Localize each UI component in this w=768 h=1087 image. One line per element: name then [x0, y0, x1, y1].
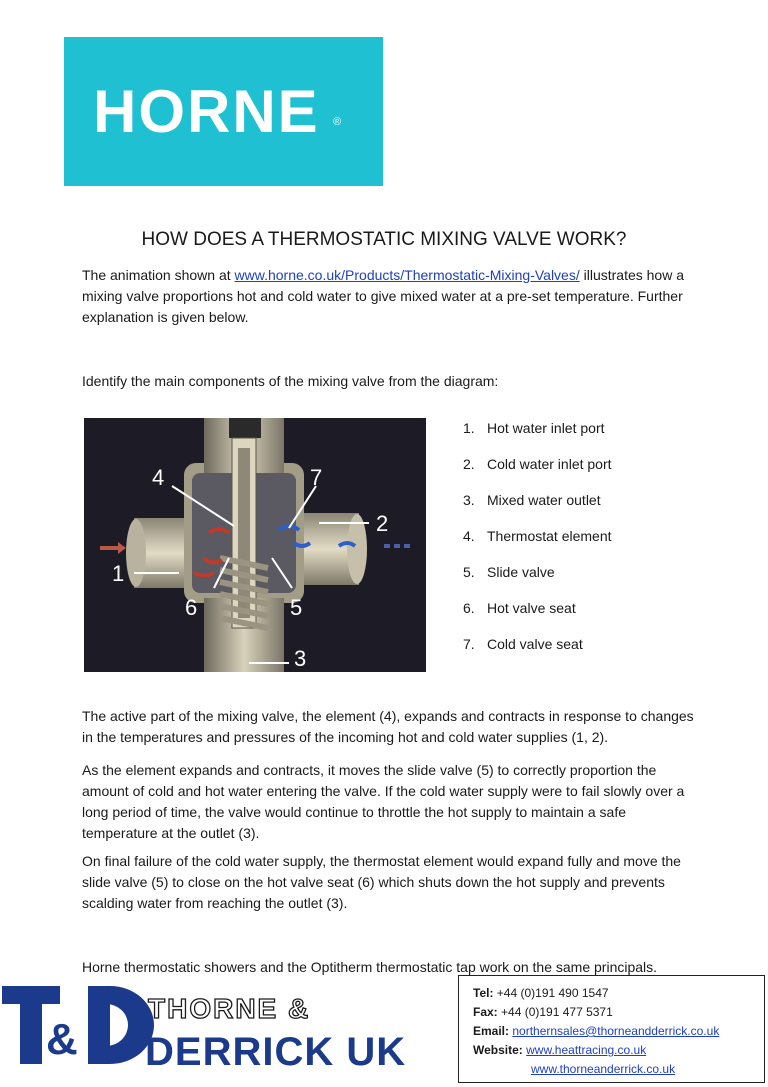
- valve-cutaway-image: [84, 418, 426, 672]
- paragraph-slide-valve: As the element expands and contracts, it moves the slide valve (5) to correctly proportion the amount of cold and hot water entering the valve. If the cold water supply were to fail slowly over a long period of time, the valve would continue to throttle the hot supply to maintain a safe temperature at the outlet (3).: [82, 762, 685, 841]
- diagram-label-5: 5: [290, 595, 303, 620]
- identify-text: Identify the main components of the mixing valve from the diagram:: [82, 373, 499, 389]
- horne-products-link[interactable]: www.horne.co.uk/Products/Thermostatic-Mixing-Valves/: [234, 267, 580, 283]
- tel-line: Tel: +44 (0)191 490 1547: [473, 986, 609, 1000]
- list-item: 3. Mixed water outlet: [463, 492, 601, 508]
- email-link[interactable]: northernsales@thorneandderrick.co.uk: [512, 1024, 720, 1038]
- intro-before-link: The animation shown at: [82, 267, 235, 283]
- list-item: 4. Thermostat element: [463, 528, 612, 544]
- diagram-label-4: 4: [152, 465, 165, 490]
- website-line: Website: www.heattracing.co.uk: [473, 1043, 647, 1057]
- contact-box: [458, 975, 765, 1083]
- list-item: 1. Hot water inlet port: [463, 420, 605, 436]
- list-item: 2. Cold water inlet port: [463, 456, 612, 472]
- website-link-1[interactable]: www.heattracing.co.uk: [526, 1043, 647, 1057]
- diagram-label-7: 7: [310, 465, 323, 490]
- fax-line: Fax: +44 (0)191 477 5371: [473, 1005, 613, 1019]
- thorne-derrick-logo: [0, 982, 460, 1082]
- paragraph-failure: On final failure of the cold water supply, the thermostat element would expand fully and move the slide valve (5) to close on the hot valve seat (6) which shuts down the hot supply and prevents scalding water from reaching the outlet (3).: [82, 853, 681, 911]
- diagram-label-6: 6: [185, 595, 198, 620]
- paragraph-element: The active part of the mixing valve, the element (4), expands and contracts in response to changes in the temperatures and pressures of the incoming hot and cold water supplies (1, 2).: [82, 708, 694, 745]
- horne-logo-text: HORNE: [93, 78, 320, 145]
- logo-line1: THORNE &: [148, 993, 311, 1024]
- website-link-2[interactable]: www.thorneanderrick.co.uk: [531, 1062, 676, 1076]
- diagram-label-2: 2: [376, 511, 389, 536]
- diagram-label-1: 1: [112, 561, 125, 586]
- page-title: HOW DOES A THERMOSTATIC MIXING VALVE WORK?: [141, 229, 627, 250]
- intro-after-link: illustrates how a mixing valve proportions hot and cold water to give mixed water at a pre-set temperature. Further explanation is given below.: [82, 267, 685, 325]
- valve-diagram: [84, 418, 426, 672]
- diagram-label-3: 3: [294, 646, 307, 671]
- logo-ampersand: &: [46, 1015, 78, 1064]
- logo-line2: DERRICK UK: [145, 1030, 407, 1074]
- registered-mark: ®: [333, 116, 342, 128]
- website-line-2: [473, 1060, 764, 1079]
- list-item: 6. Hot valve seat: [463, 600, 576, 616]
- list-item: 7. Cold valve seat: [463, 636, 583, 652]
- component-list: [463, 418, 612, 670]
- list-item: 5. Slide valve: [463, 564, 555, 580]
- email-line: Email: northernsales@thorneandderrick.co.uk: [473, 1024, 720, 1038]
- paragraph-principals: Horne thermostatic showers and the Optitherm thermostatic tap work on the same principals.: [82, 959, 658, 975]
- intro-paragraph: [82, 265, 702, 328]
